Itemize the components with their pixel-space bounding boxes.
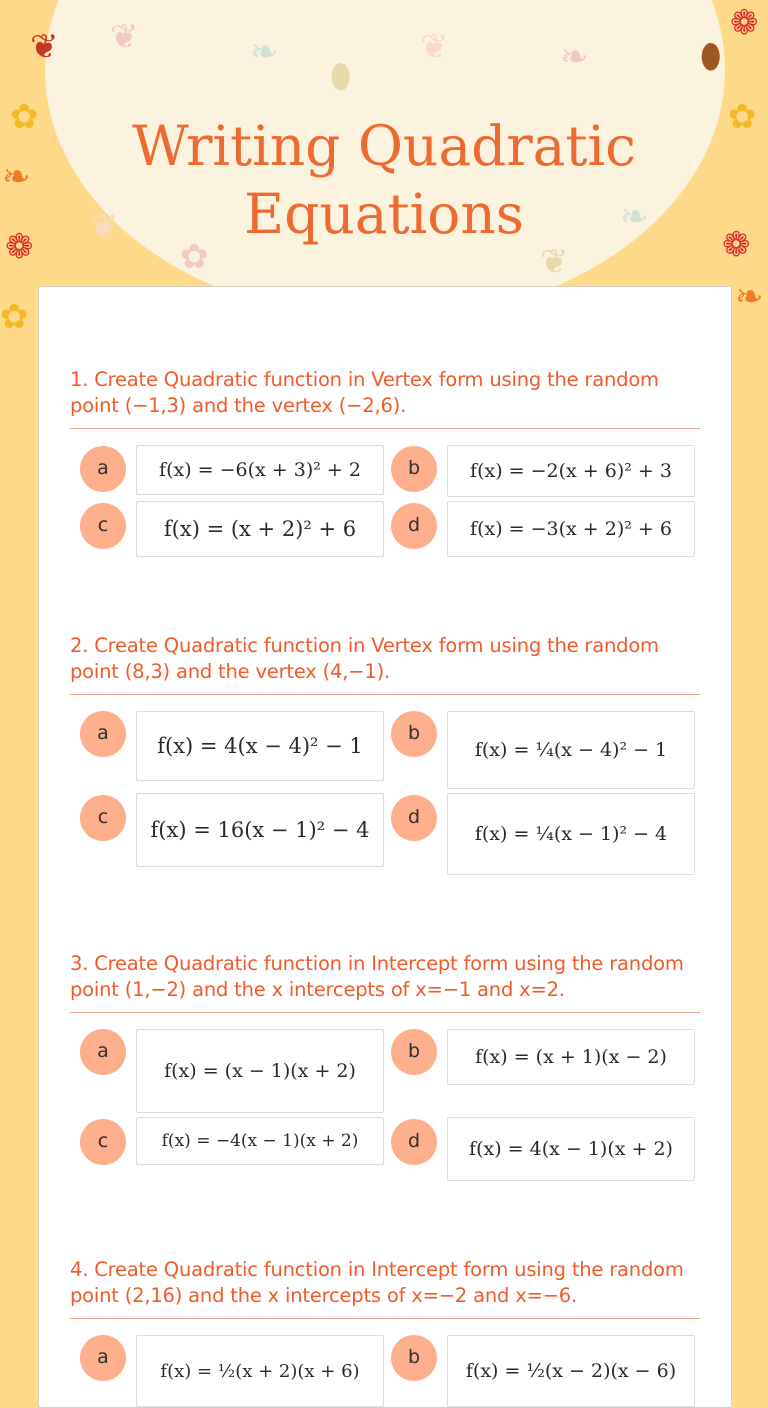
pale-leaf-icon: ❦ <box>540 242 569 282</box>
orange-leaf-icon: ❧ <box>2 157 31 197</box>
option-b-answer[interactable]: f(x) = (x + 1)(x − 2) <box>447 1029 695 1085</box>
divider <box>70 694 700 695</box>
option-c-badge[interactable]: c <box>80 795 126 841</box>
option-d-badge[interactable]: d <box>391 1119 437 1165</box>
option-c-answer[interactable]: f(x) = (x + 2)² + 6 <box>136 501 384 557</box>
option-b-answer[interactable]: f(x) = −2(x + 6)² + 3 <box>447 445 695 497</box>
option-a-badge[interactable]: a <box>80 711 126 757</box>
divider <box>70 428 700 429</box>
pale-leaf-icon: ❧ <box>250 32 279 72</box>
divider <box>70 1012 700 1013</box>
option-d-answer[interactable]: f(x) = −3(x + 2)² + 6 <box>447 501 695 557</box>
option-b-badge[interactable]: b <box>391 1335 437 1381</box>
question-3 <box>70 951 700 1013</box>
option-d-badge[interactable]: d <box>391 795 437 841</box>
option-b-answer[interactable]: f(x) = ¼(x − 4)² − 1 <box>447 711 695 789</box>
option-b-badge[interactable]: b <box>391 711 437 757</box>
pale-leaf-icon: ❧ <box>620 197 649 237</box>
option-c-answer[interactable]: f(x) = −4(x − 1)(x + 2) <box>136 1117 384 1165</box>
page-title: Writing Quadratic Equations <box>132 114 636 246</box>
option-b-badge[interactable]: b <box>391 446 437 492</box>
quiz-card <box>38 286 732 1408</box>
option-a-answer[interactable]: f(x) = (x − 1)(x + 2) <box>136 1029 384 1113</box>
pale-leaf-icon: ⬮ <box>330 57 352 97</box>
pale-leaf-icon: ❧ <box>560 37 589 77</box>
yellow-leaf-icon: ✿ <box>728 97 757 137</box>
option-d-badge[interactable]: d <box>391 503 437 549</box>
pale-leaf-icon: ✿ <box>180 237 209 277</box>
option-a-badge[interactable]: a <box>80 1029 126 1075</box>
option-a-badge[interactable]: a <box>80 446 126 492</box>
option-b-answer[interactable]: f(x) = ½(x − 2)(x − 6) <box>447 1335 695 1407</box>
acorn-icon: ⬮ <box>700 37 722 77</box>
option-a-badge[interactable]: a <box>80 1335 126 1381</box>
option-a-answer[interactable]: f(x) = −6(x + 3)² + 2 <box>136 445 384 495</box>
yellow-leaf-icon: ✿ <box>10 97 39 137</box>
option-d-answer[interactable]: f(x) = 4(x − 1)(x + 2) <box>447 1117 695 1181</box>
red-leaf-icon: ❦ <box>30 27 59 67</box>
pale-leaf-icon: ❦ <box>90 207 119 247</box>
pale-leaf-icon: ❦ <box>420 27 449 67</box>
question-2 <box>70 633 700 695</box>
question-1 <box>70 367 700 429</box>
question-text: 4. Create Quadratic function in Intercept form using the random point (2,16) and the x intercepts of x=−2 and x=−6. <box>70 1258 684 1307</box>
option-b-badge[interactable]: b <box>391 1029 437 1075</box>
orange-leaf-icon: ❧ <box>735 277 764 317</box>
option-c-answer[interactable]: f(x) = 16(x − 1)² − 4 <box>136 793 384 867</box>
question-4 <box>70 1257 700 1319</box>
question-text: 2. Create Quadratic function in Vertex form using the random point (8,3) and the vertex (4,−1). <box>70 634 659 683</box>
option-a-answer[interactable]: f(x) = ½(x + 2)(x + 6) <box>136 1335 384 1407</box>
option-a-answer[interactable]: f(x) = 4(x − 4)² − 1 <box>136 711 384 781</box>
option-c-badge[interactable]: c <box>80 503 126 549</box>
option-d-answer[interactable]: f(x) = ¼(x − 1)² − 4 <box>447 793 695 875</box>
yellow-leaf-icon: ✿ <box>0 297 29 337</box>
berries-icon: ❁ <box>5 227 34 267</box>
question-text: 3. Create Quadratic function in Intercept form using the random point (1,−2) and the x intercepts of x=−1 and x=2. <box>70 952 684 1001</box>
divider <box>70 1318 700 1319</box>
berries-icon: ❁ <box>722 225 751 265</box>
question-text: 1. Create Quadratic function in Vertex form using the random point (−1,3) and the vertex (−2,6). <box>70 368 659 417</box>
option-c-badge[interactable]: c <box>80 1119 126 1165</box>
pale-leaf-icon: ❦ <box>110 17 139 57</box>
berries-icon: ❁ <box>730 3 759 43</box>
